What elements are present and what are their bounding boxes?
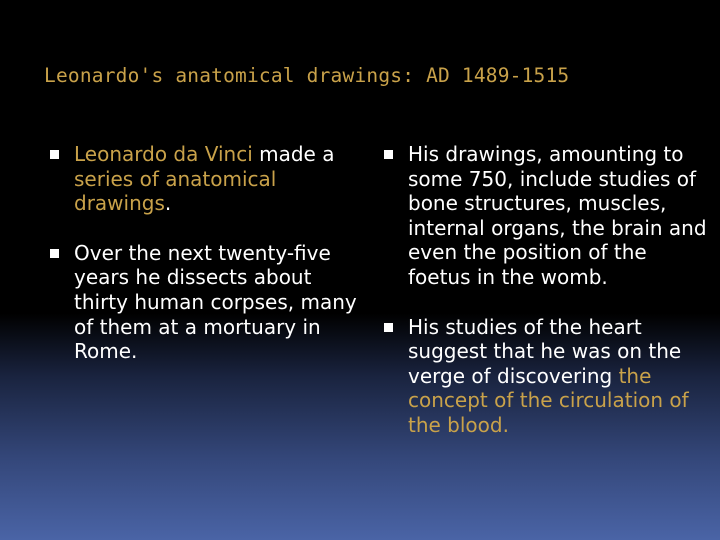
left-column	[46, 142, 358, 364]
square-bullet-icon	[50, 249, 59, 258]
square-bullet-icon	[384, 323, 393, 332]
bullet-text: His studies of the heart suggest that he was on the verge of discovering	[408, 314, 682, 388]
slide-title: Leonardo's anatomical drawings: AD 1489-1515	[44, 64, 570, 87]
bullet-item	[380, 315, 710, 438]
bullet-item	[46, 241, 358, 364]
bullet-text-highlight: Leonardo da Vinci	[74, 142, 253, 166]
bullet-item	[380, 142, 710, 290]
right-column	[380, 142, 710, 438]
bullet-text: Over the next twenty-five years he dissects about thirty human corpses, many of them at a mortuary in Rome.	[74, 240, 357, 364]
bullet-text-highlight: the concept of the circulation of the blood.	[408, 363, 689, 437]
bullet-text-highlight: series of anatomical drawings	[74, 166, 277, 216]
square-bullet-icon	[384, 150, 393, 159]
bullet-item	[46, 142, 358, 216]
bullet-text: made a	[252, 142, 335, 166]
square-bullet-icon	[50, 150, 59, 159]
bullet-text: His drawings, amounting to some 750, include studies of bone structures, muscles, internal organs, the brain and even the position of the foetus in the womb.	[408, 142, 707, 289]
bullet-text: .	[164, 191, 172, 216]
